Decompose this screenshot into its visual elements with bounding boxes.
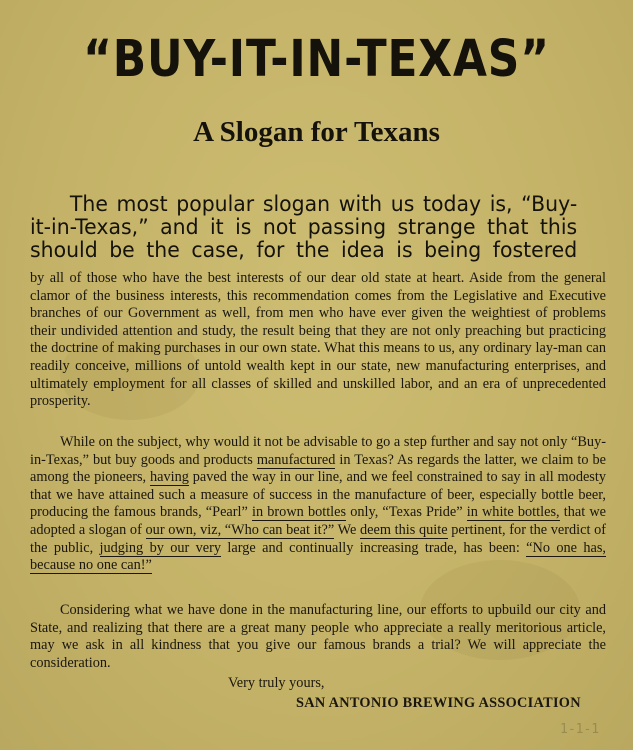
underlined-phrase: “No one has, because no one can!”: [30, 539, 606, 574]
paragraph-3: Considering what we have done in the manufacturing line, our efforts to upbuild our city and State, and realizing that there are a great many people who appreciate a really meritorious article, may we ask in all kindness that you give our famous brands a trial? We will appreciate the consideration.: [30, 602, 606, 671]
closing-line: Very truly yours,: [228, 675, 325, 691]
underlined-phrase: manufactured: [256, 451, 336, 468]
underlined-phrase: having: [149, 469, 189, 486]
lead-paragraph: The most popular slogan with us today is, “Buy-it-in-Texas,” and it is not passing strange that this should be the case, for the idea is being fostered: [30, 192, 578, 263]
signature: SAN ANTONIO BREWING ASSOCIATION: [296, 695, 581, 711]
headline: “BUY-IT-IN-TEXAS”: [83, 30, 550, 89]
footer-mark: 1-1-1: [560, 722, 600, 737]
underlined-phrase: judging by our very: [99, 539, 222, 556]
paragraph-2-text: We: [334, 521, 361, 538]
subheadline: A Slogan for Texans: [193, 116, 440, 148]
underlined-phrase: deem this quite: [360, 521, 448, 538]
paragraph-2: [30, 434, 606, 575]
paragraph-2-text: pertinent, for the verdict of the public,: [30, 521, 607, 556]
paragraph-2-text: that we adopted a slogan of: [30, 504, 606, 538]
paragraph-2-text: While on the subject, why would it not be advisable to go a step further and say not only “Buy-in-Texas,” but buy goods and products: [30, 434, 606, 468]
underlined-phrase: our own, viz, “Who can beat it?”: [145, 521, 335, 538]
paragraph-2-text: large and continually increasing trade, has been:: [221, 539, 527, 556]
paragraph-2-text: paved the way in our line, and we feel constrained to say in all modesty that we have attained such a measure of success in the manufacture of beer, especially bottle beer, producing the famous brands, “Pearl”: [30, 469, 606, 521]
underlined-phrase: in white bottles,: [466, 504, 560, 521]
underlined-phrase: in brown bottles: [252, 504, 347, 521]
paragraph-1: by all of those who have the best interests of our dear old state at heart. Aside from the general clamor of the business interests, this recommendation comes from the Legislative and Executive branches of our Government as well, from men who have ever given the weightiest of problems their undivided attention and study, the result being that they are not only preaching but practicing the doctrine of making purchases in our own state. What this means to us, any ordinary lay-man can readily conceive, millions of untold wealth kept in our state, new manufacturing enterprises, and ultimately employment for all classes of skilled and unskilled labor, and an era of unprecedented prosperity.: [30, 270, 606, 410]
paragraph-2-text: only, “Texas Pride”: [346, 504, 467, 521]
paragraph-2-text: in Texas? As regards the latter, we claim to be among the pioneers,: [30, 451, 606, 486]
